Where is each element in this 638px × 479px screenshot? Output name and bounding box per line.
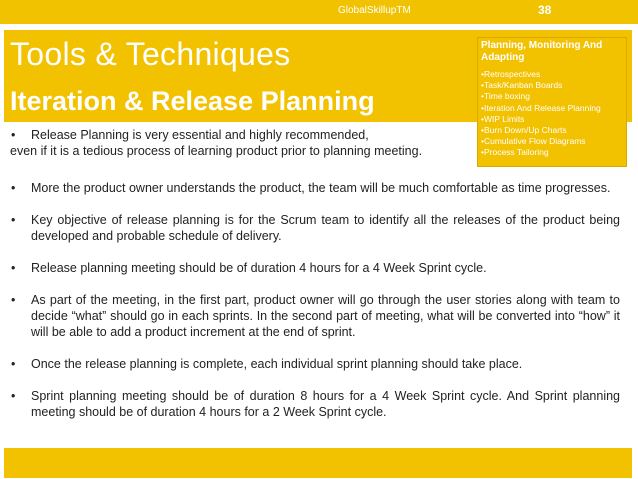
bullet-marker: • bbox=[11, 261, 16, 275]
infobox-item: •Process Tailoring bbox=[481, 147, 549, 158]
infobox-item: •Retrospectives bbox=[481, 69, 541, 79]
bullet-marker: • bbox=[11, 181, 16, 195]
bullet-item bbox=[10, 292, 620, 340]
infobox-item: •Time boxing bbox=[481, 91, 530, 102]
bullet-list bbox=[10, 180, 620, 436]
bullet-marker: • bbox=[11, 128, 16, 142]
topic-infobox bbox=[477, 37, 627, 167]
bullet-marker: • bbox=[11, 293, 16, 307]
bullet-marker: • bbox=[11, 357, 16, 371]
header-bar bbox=[0, 0, 638, 24]
slide-subtitle: Iteration & Release Planning bbox=[10, 86, 375, 116]
bullet-text: Sprint planning meeting should be of duration 8 hours for a 4 Week Sprint cycle. And Sprint planning meeting should be of duration 4 hours for a 2 Week Sprint cycle. bbox=[31, 389, 620, 419]
infobox-item: •Iteration And Release Planning bbox=[481, 102, 601, 113]
bullet-item bbox=[10, 180, 620, 196]
footer-bar bbox=[4, 448, 632, 478]
slide-number: 38 bbox=[538, 3, 552, 17]
bullet-item bbox=[10, 260, 620, 276]
infobox-list bbox=[481, 69, 623, 159]
bullet-text-line1: Release Planning is very essential and highly recommended, bbox=[31, 128, 369, 142]
slide-title: Tools & Techniques bbox=[10, 36, 291, 72]
bullet-text: Key objective of release planning is for the Scrum team to identify all the releases of the product being developed and probable schedule of delivery. bbox=[31, 213, 620, 243]
infobox-item: •Burn Down/Up Charts bbox=[481, 125, 567, 136]
bullet-text: Release planning meeting should be of duration 4 hours for a 4 Week Sprint cycle. bbox=[31, 261, 487, 275]
bullet-item bbox=[10, 356, 620, 372]
bullet-item bbox=[10, 388, 620, 420]
infobox-item: •Task/Kanban Boards bbox=[481, 80, 563, 91]
bullet-item bbox=[10, 127, 480, 159]
bullet-text-line2: even if it is a tedious process of learning product prior to planning meeting. bbox=[10, 144, 423, 158]
infobox-item: •WIP Limits bbox=[481, 113, 525, 124]
infobox-item: •Cumulative Flow Diagrams bbox=[481, 136, 586, 147]
bullet-text: Once the release planning is complete, each individual sprint planning should take place. bbox=[31, 357, 523, 371]
bullet-text: As part of the meeting, in the first part, product owner will go through the user stories along with team to decide “what” should go in each sprints. In the second part of meeting, what will be converted into “how” it will be able to add a product increment at the end of sprint. bbox=[31, 293, 620, 339]
infobox-title: Planning, Monitoring And Adapting bbox=[481, 40, 603, 63]
bullet-marker: • bbox=[11, 213, 16, 227]
bullet-marker: • bbox=[11, 389, 16, 403]
bullet-text: More the product owner understands the product, the team will be much comfortable as time progresses. bbox=[31, 181, 611, 195]
brand-label: GlobalSkillupTM bbox=[338, 5, 411, 16]
bullet-item bbox=[10, 212, 620, 244]
